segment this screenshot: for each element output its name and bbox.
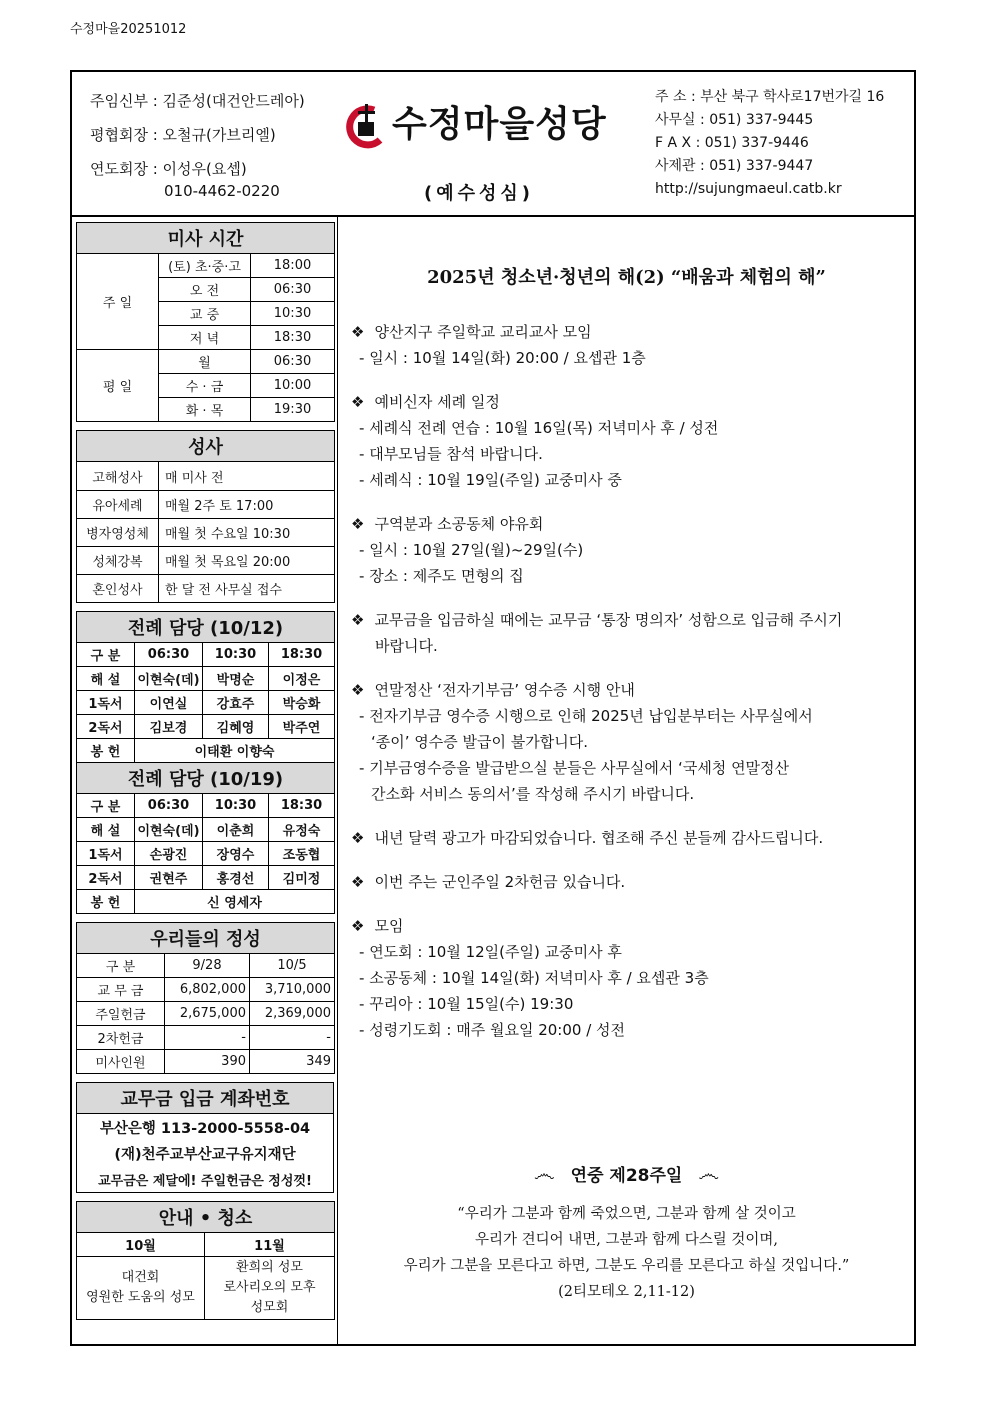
name-cell: 이현숙(데) bbox=[135, 667, 203, 691]
section-continuation: 바랍니다. bbox=[375, 637, 438, 655]
table-row bbox=[77, 842, 335, 866]
group-name: 영원한 도움의 성모 bbox=[86, 1290, 195, 1305]
quote-line: “우리가 그분과 함께 죽었으면, 그분과 함께 살 것이고 bbox=[457, 1206, 796, 1222]
mass-name: 수 · 금 bbox=[159, 374, 251, 398]
account-note: 교무금은 제달에! 주일헌금은 정성껏! bbox=[77, 1166, 334, 1193]
council-line: 평협회장 : 오철규(가브리엘) bbox=[90, 126, 276, 144]
section-item: - 성령기도회 : 매주 월요일 20:00 / 성전 bbox=[345, 1017, 908, 1043]
section-continuation: ‘종이’ 영수증 발급이 불가합니다. bbox=[371, 733, 588, 751]
group-name: 로사리오의 모후 bbox=[223, 1280, 316, 1295]
name-cell: 이현숙(데) bbox=[135, 818, 203, 842]
section-item: - 장소 : 제주도 면형의 집 bbox=[345, 563, 908, 589]
notice-section bbox=[345, 677, 908, 807]
name-cell: 이춘희 bbox=[203, 818, 269, 842]
amount-cell: 2,369,000 bbox=[250, 1002, 335, 1026]
cleaning-table bbox=[76, 1201, 335, 1320]
offering-label: 봉 헌 bbox=[77, 890, 135, 914]
name-cell: 김혜영 bbox=[203, 715, 269, 739]
quote-line: 우리가 견디어 내면, 그분과 함께 다스릴 것이며, bbox=[474, 1232, 778, 1248]
section-heading: ❖ 구역분과 소공동체 야유회 bbox=[345, 511, 908, 537]
role-cell: 2독서 bbox=[77, 866, 135, 890]
section-item: - 일시 : 10월 14일(화) 20:00 / 요셉관 1층 bbox=[345, 345, 908, 371]
amount-cell: 6,802,000 bbox=[165, 978, 250, 1002]
mass-name: (토) 초·중·고 bbox=[159, 254, 251, 278]
amount-cell: - bbox=[165, 1026, 250, 1050]
section-heading: ❖ 모임 bbox=[345, 913, 908, 939]
row-label: 교 무 금 bbox=[77, 978, 165, 1002]
mass-name: 월 bbox=[159, 350, 251, 374]
notice-section bbox=[345, 319, 908, 371]
sunday-name: 연중 제28주일 bbox=[570, 1166, 683, 1186]
name-cell: 손광진 bbox=[135, 842, 203, 866]
section-item: - 대부모님들 참석 바랍니다. bbox=[345, 441, 908, 467]
name-cell: 장영수 bbox=[203, 842, 269, 866]
section-heading: ❖ 내년 달력 광고가 마감되었습니다. 협조해 주신 분들께 감사드립니다. bbox=[345, 825, 908, 851]
church-logo-icon bbox=[344, 102, 388, 150]
name-cell: 강효주 bbox=[203, 691, 269, 715]
mass-name: 저 녁 bbox=[159, 326, 251, 350]
sacrament-value: 매 미사 전 bbox=[159, 462, 335, 491]
header-divider bbox=[70, 215, 916, 217]
notice-section bbox=[345, 913, 908, 1043]
group-name: 대건회 bbox=[121, 1270, 160, 1285]
name-cell: 조동협 bbox=[269, 842, 335, 866]
account-title: 교무금 입금 계좌번호 bbox=[77, 1083, 334, 1114]
row-label: 주일헌금 bbox=[77, 1002, 165, 1026]
mass-time: 18:00 bbox=[251, 254, 335, 278]
section-item: - 전자기부금 영수증 시행으로 인해 2025년 납입분부터는 사무실에서 bbox=[345, 703, 908, 729]
table-row bbox=[77, 978, 335, 1002]
mass-time: 19:30 bbox=[251, 398, 335, 422]
table-row bbox=[77, 866, 335, 890]
section-item: - 세례식 전례 연습 : 10월 16일(목) 저녁미사 후 / 성전 bbox=[345, 415, 908, 441]
role-cell: 해 설 bbox=[77, 667, 135, 691]
role-cell: 해 설 bbox=[77, 818, 135, 842]
address: 주 소 : 부산 북구 학사로17번가길 16 bbox=[655, 89, 885, 105]
fax-number: F A X : 051) 337-9446 bbox=[655, 135, 809, 151]
role-cell: 1독서 bbox=[77, 842, 135, 866]
liturgy-table-1012 bbox=[76, 611, 335, 914]
mass-title: 미사 시간 bbox=[77, 223, 335, 254]
section-heading: ❖ 교무금을 입금하실 때에는 교무금 ‘통장 명의자’ 성함으로 입금해 주시기 bbox=[345, 607, 908, 633]
name-cell: 권현주 bbox=[135, 866, 203, 890]
liturgy1-head: 구 분 bbox=[77, 643, 135, 667]
left-ornament-icon: ෴ bbox=[533, 1162, 555, 1187]
section-heading: ❖ 이번 주는 군인주일 2차헌금 있습니다. bbox=[345, 869, 908, 895]
section-item: - 소공동체 : 10월 14일(화) 저녁미사 후 / 요셉관 3층 bbox=[345, 965, 908, 991]
table-row bbox=[77, 715, 335, 739]
account-table bbox=[76, 1082, 334, 1193]
notice-section bbox=[345, 607, 908, 659]
sacrament-value: 매월 첫 수요일 10:30 bbox=[159, 519, 335, 547]
left-column bbox=[76, 222, 335, 1320]
sacrament-value: 한 달 전 사무실 접수 bbox=[159, 575, 335, 603]
section-item: - 기부금영수증을 발급받으실 분들은 사무실에서 ‘국세청 연말정산 bbox=[345, 755, 908, 781]
column-divider bbox=[337, 215, 338, 1346]
notice-section bbox=[345, 869, 908, 895]
document-id: 수정마을20251012 bbox=[70, 22, 187, 37]
notice-section bbox=[345, 825, 908, 851]
pastor-line: 주임신부 : 김준성(대건안드레아) bbox=[90, 92, 305, 110]
table-row bbox=[77, 1026, 335, 1050]
liturgy1-title: 전례 담당 (10/12) bbox=[77, 612, 335, 643]
offering-head: 구 분 bbox=[77, 954, 165, 978]
contact-info bbox=[655, 86, 884, 201]
name-cell: 김보경 bbox=[135, 715, 203, 739]
liturgy1-head: 10:30 bbox=[203, 643, 269, 667]
liturgy1-head: 06:30 bbox=[135, 643, 203, 667]
sacrament-name: 병자영성체 bbox=[77, 519, 159, 547]
row-label: 2차헌금 bbox=[77, 1026, 165, 1050]
right-ornament-icon: ෴ bbox=[698, 1162, 720, 1187]
table-row bbox=[77, 818, 335, 842]
section-item: - 꾸리아 : 10월 15일(수) 19:30 bbox=[345, 991, 908, 1017]
sacrament-value: 매월 2주 토 17:00 bbox=[159, 491, 335, 519]
weekday-label: 평 일 bbox=[77, 350, 159, 422]
name-cell: 이정은 bbox=[269, 667, 335, 691]
liturgy2-head: 구 분 bbox=[77, 794, 135, 818]
section-item: - 세례식 : 10월 19일(주일) 교중미사 중 bbox=[345, 467, 908, 493]
row-label: 미사인원 bbox=[77, 1050, 165, 1074]
sacrament-title: 성사 bbox=[77, 431, 335, 462]
table-row bbox=[77, 1002, 335, 1026]
sacrament-name: 혼인성사 bbox=[77, 575, 159, 603]
account-holder: (재)천주교부산교구유지재단 bbox=[77, 1140, 334, 1166]
mass-name: 오 전 bbox=[159, 278, 251, 302]
group-name: 환희의 성모 bbox=[236, 1260, 303, 1275]
offering-head: 10/5 bbox=[250, 954, 335, 978]
amount-cell: 349 bbox=[250, 1050, 335, 1074]
amount-cell: 3,710,000 bbox=[250, 978, 335, 1002]
church-title: 수정마을성당 bbox=[392, 104, 607, 145]
office-phone: 사무실 : 051) 337-9445 bbox=[655, 112, 814, 128]
offering-label: 봉 헌 bbox=[77, 739, 135, 763]
notice-section bbox=[345, 389, 908, 493]
nov-groups bbox=[205, 1257, 335, 1320]
table-row bbox=[77, 691, 335, 715]
amount-cell: 390 bbox=[165, 1050, 250, 1074]
section-heading: ❖ 양산지구 주일학교 교리교사 모임 bbox=[345, 319, 908, 345]
youth-line: 연도회장 : 이성우(요셉) bbox=[90, 160, 247, 178]
name-cell: 유정숙 bbox=[269, 818, 335, 842]
month-label: 11월 bbox=[205, 1233, 335, 1257]
sacrament-value: 매월 첫 목요일 20:00 bbox=[159, 547, 335, 575]
offering-head: 9/28 bbox=[165, 954, 250, 978]
offering-names: 이태환 이향숙 bbox=[135, 739, 335, 763]
liturgy2-head: 10:30 bbox=[203, 794, 269, 818]
mass-time: 06:30 bbox=[251, 278, 335, 302]
month-label: 10월 bbox=[77, 1233, 205, 1257]
table-row bbox=[77, 667, 335, 691]
name-cell: 이연실 bbox=[135, 691, 203, 715]
liturgy2-title: 전례 담당 (10/19) bbox=[77, 763, 335, 794]
oct-groups bbox=[77, 1257, 205, 1320]
mass-time-table bbox=[76, 222, 335, 422]
table-row bbox=[77, 1050, 335, 1074]
notice-title: 2025년 청소년·청년의 해(2) “배움과 체험의 해” bbox=[427, 267, 826, 288]
name-cell: 김미정 bbox=[269, 866, 335, 890]
sunday-label: 주 일 bbox=[77, 254, 159, 350]
cleaning-title: 안내 • 청소 bbox=[77, 1202, 335, 1233]
sacrament-name: 고해성사 bbox=[77, 462, 159, 491]
quote-reference: (2티모테오 2,11-12) bbox=[558, 1284, 695, 1300]
notice-section bbox=[345, 511, 908, 589]
staff-info bbox=[90, 88, 305, 204]
group-name: 성모회 bbox=[250, 1300, 289, 1315]
mass-name: 교 중 bbox=[159, 302, 251, 326]
sunday-heading bbox=[345, 1160, 908, 1191]
mass-time: 10:30 bbox=[251, 302, 335, 326]
youth-phone: 010-4462-0220 bbox=[164, 182, 280, 200]
liturgy2-head: 18:30 bbox=[269, 794, 335, 818]
section-heading: ❖ 예비신자 세례 일정 bbox=[345, 389, 908, 415]
sacrament-name: 유아세례 bbox=[77, 491, 159, 519]
name-cell: 박명순 bbox=[203, 667, 269, 691]
church-motto: (예수성심) bbox=[424, 183, 535, 204]
name-cell: 박주연 bbox=[269, 715, 335, 739]
amount-cell: - bbox=[250, 1026, 335, 1050]
section-heading: ❖ 연말정산 ‘전자기부금’ 영수증 시행 안내 bbox=[345, 677, 908, 703]
bank-account: 부산은행 113-2000-5558-04 bbox=[77, 1114, 334, 1141]
section-continuation: 간소화 서비스 동의서’를 작성해 주시기 바랍니다. bbox=[371, 785, 695, 803]
name-cell: 홍경선 bbox=[203, 866, 269, 890]
scripture-quote bbox=[345, 1160, 908, 1305]
mass-time: 18:30 bbox=[251, 326, 335, 350]
sacrament-table bbox=[76, 430, 335, 603]
mass-time: 10:00 bbox=[251, 374, 335, 398]
rectory-phone: 사제관 : 051) 337-9447 bbox=[655, 158, 814, 174]
offering-names: 신 영세자 bbox=[135, 890, 335, 914]
role-cell: 2독서 bbox=[77, 715, 135, 739]
website-url[interactable]: http://sujungmaeul.catb.kr bbox=[655, 181, 842, 197]
mass-name: 화 · 목 bbox=[159, 398, 251, 422]
sacrament-name: 성체강복 bbox=[77, 547, 159, 575]
liturgy1-head: 18:30 bbox=[269, 643, 335, 667]
notice-column bbox=[345, 225, 908, 1061]
section-item: - 연도회 : 10월 12일(주일) 교중미사 후 bbox=[345, 939, 908, 965]
liturgy2-head: 06:30 bbox=[135, 794, 203, 818]
offering-table bbox=[76, 922, 335, 1074]
role-cell: 1독서 bbox=[77, 691, 135, 715]
mass-time: 06:30 bbox=[251, 350, 335, 374]
offering-title: 우리들의 정성 bbox=[77, 923, 335, 954]
amount-cell: 2,675,000 bbox=[165, 1002, 250, 1026]
section-item: - 일시 : 10월 27일(월)~29일(수) bbox=[345, 537, 908, 563]
name-cell: 박승화 bbox=[269, 691, 335, 715]
quote-line: 우리가 그분을 모른다고 하면, 그분도 우리를 모른다고 하실 것입니다.” bbox=[403, 1258, 850, 1274]
